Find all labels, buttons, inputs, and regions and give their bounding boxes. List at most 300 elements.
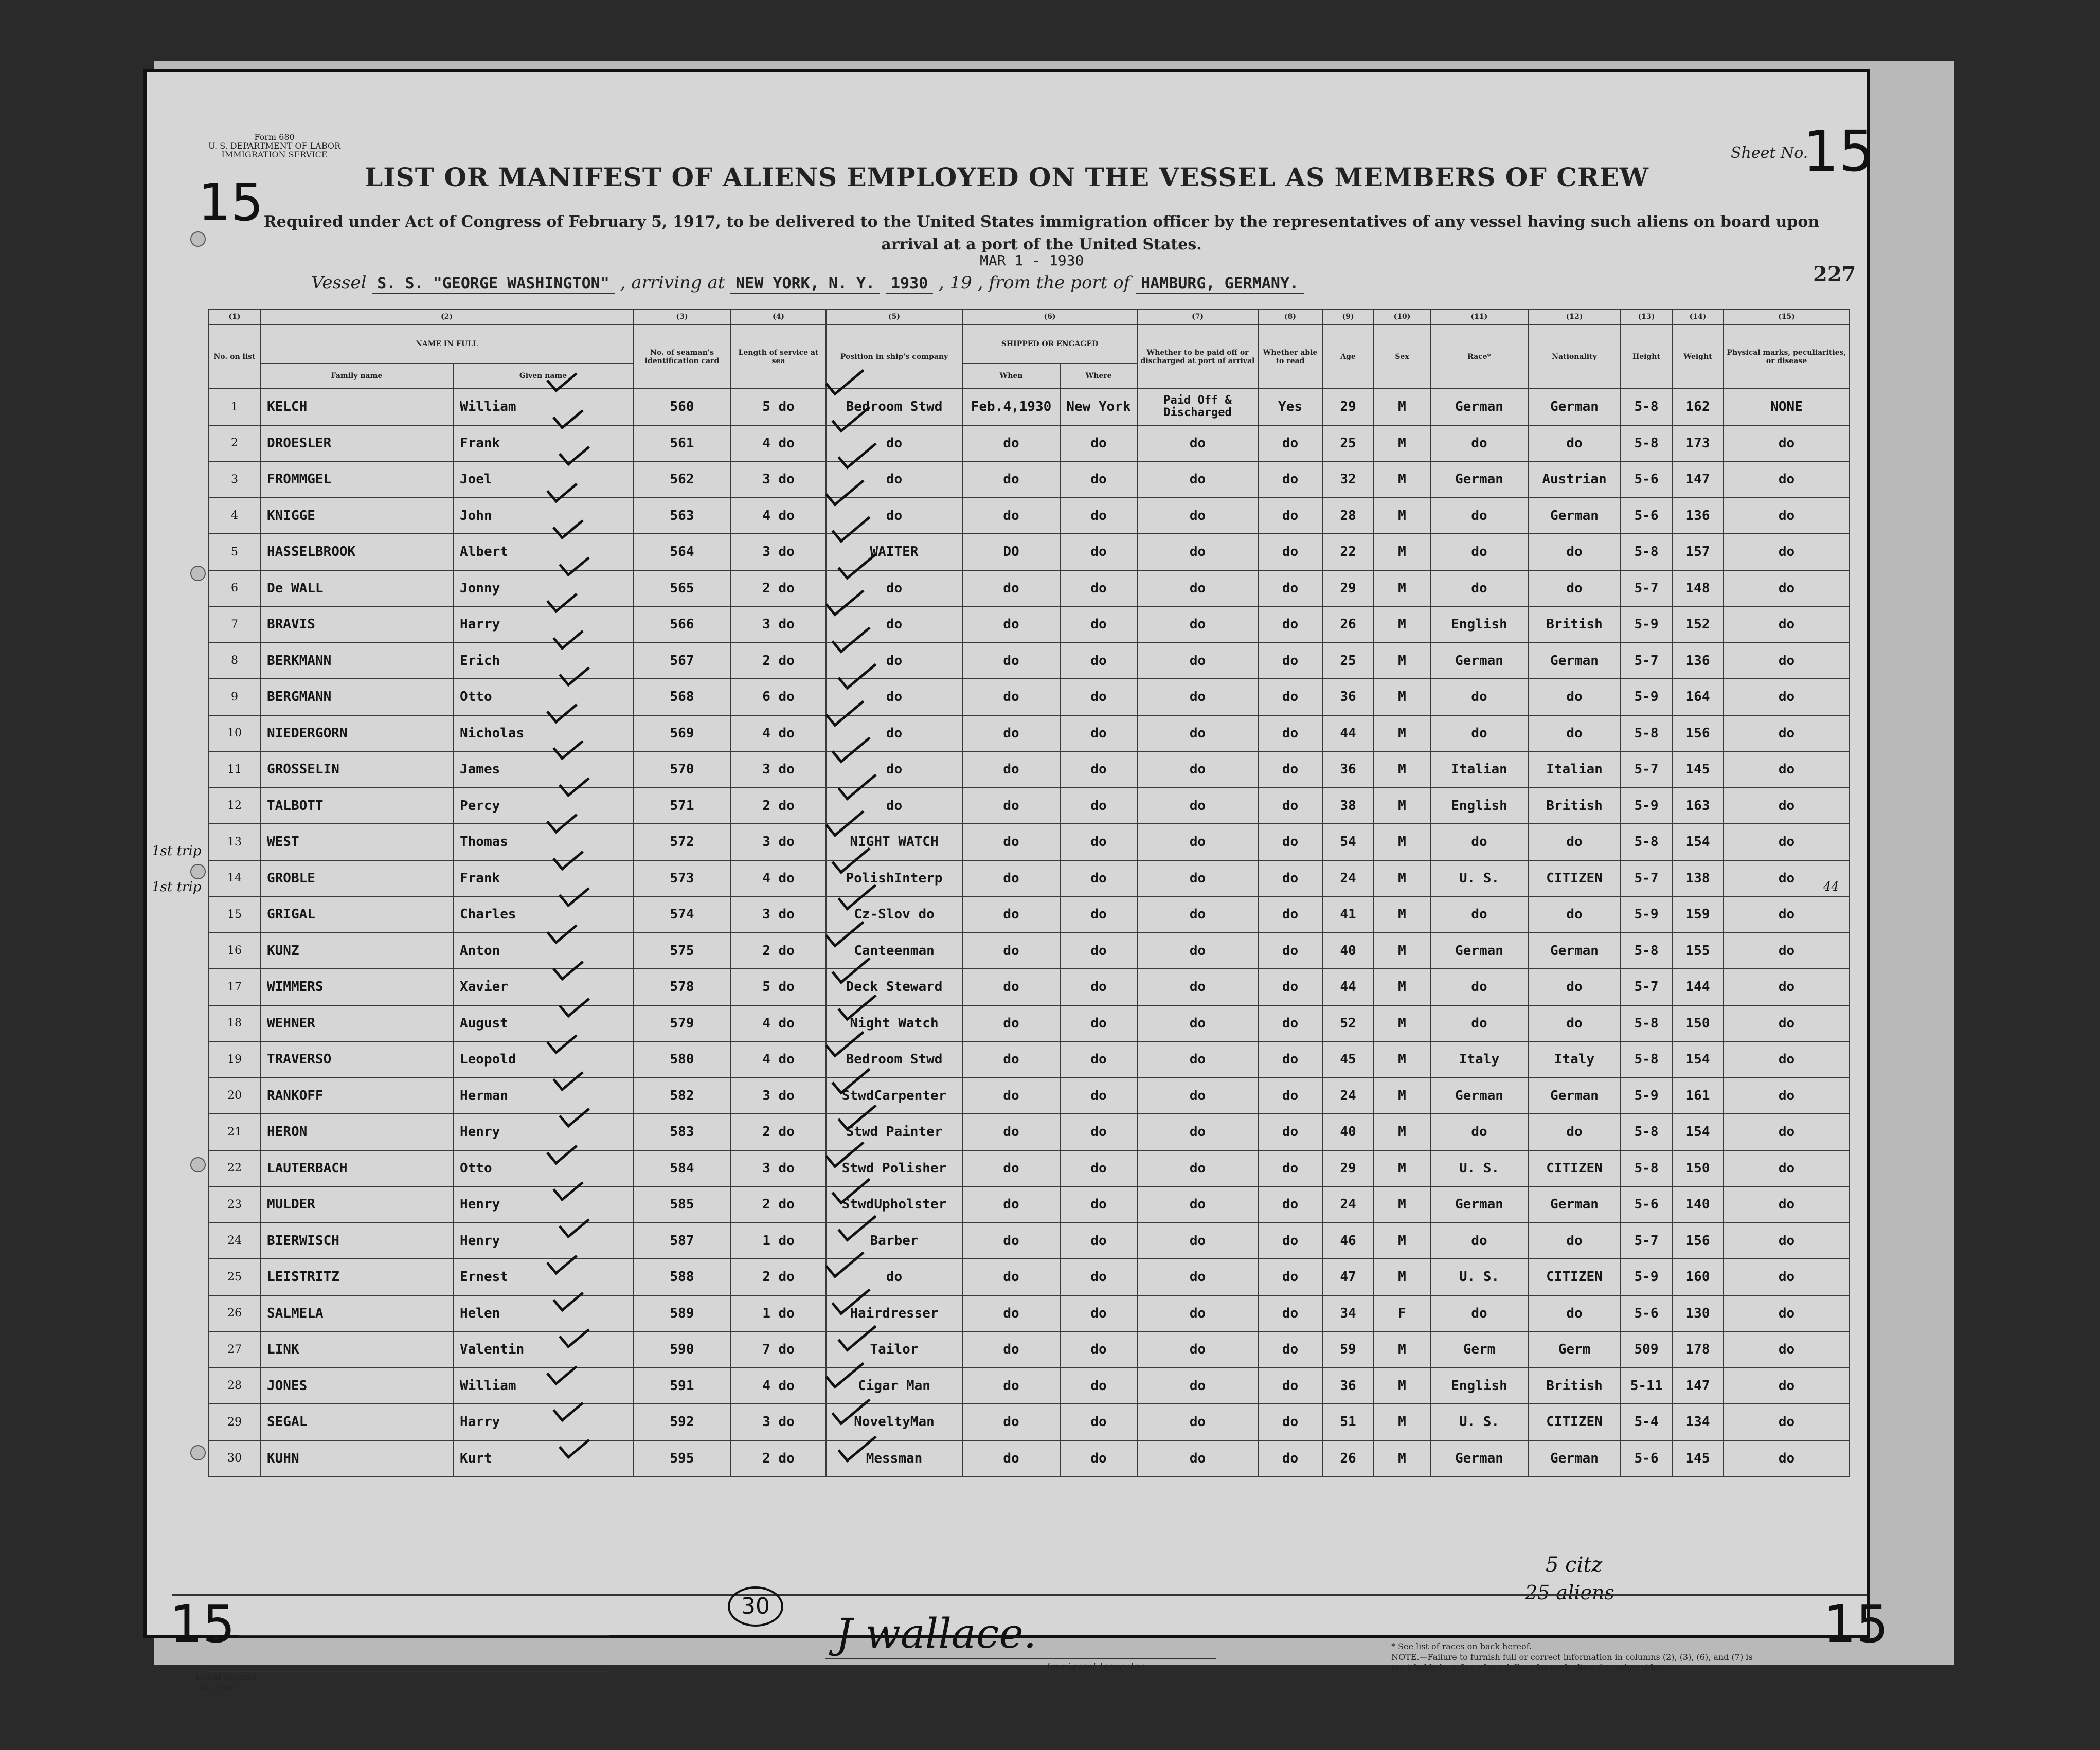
service-length: 5 do: [731, 389, 826, 425]
paid-off: do: [1137, 1041, 1258, 1078]
sex: M: [1374, 896, 1430, 933]
race: do: [1430, 425, 1528, 462]
family-name: WIMMERS: [260, 969, 453, 1005]
age: 45: [1322, 1041, 1374, 1078]
given-name: Leopold: [453, 1041, 633, 1078]
col-num: (12): [1528, 309, 1621, 324]
able-to-read: do: [1258, 1041, 1322, 1078]
given-name: John: [453, 498, 633, 534]
arriving-label: , arriving at: [620, 273, 725, 293]
race: U. S.: [1430, 1259, 1528, 1295]
physical-marks: do: [1724, 751, 1850, 788]
sex: M: [1374, 1404, 1430, 1440]
height: 5-7: [1621, 1223, 1672, 1259]
service-length: 3 do: [731, 751, 826, 788]
sex: M: [1374, 1440, 1430, 1477]
position: StwdUpholster: [826, 1186, 962, 1223]
position: Messman: [826, 1440, 962, 1477]
family-name: TRAVERSO: [260, 1041, 453, 1078]
table-row: [209, 1223, 1850, 1259]
header-weight: Weight: [1672, 324, 1724, 389]
header-paid-off: Whether to be paid off or discharged at port of arrival: [1137, 324, 1258, 389]
physical-marks: do: [1724, 498, 1850, 534]
arrival-year: 1930: [886, 275, 933, 294]
physical-marks: do: [1724, 1078, 1850, 1114]
col-num: (8): [1258, 309, 1322, 324]
trip-note: 1st trip: [152, 879, 202, 895]
table-row: [209, 643, 1850, 679]
race: German: [1430, 389, 1528, 425]
shipped-where: do: [1060, 788, 1137, 824]
service-length: 3 do: [731, 461, 826, 498]
table-row: [209, 1186, 1850, 1223]
physical-marks: do: [1724, 643, 1850, 679]
table-row: [209, 425, 1850, 462]
shipped-where: do: [1060, 969, 1137, 1005]
position: Deck Steward: [826, 969, 962, 1005]
family-name: WEHNER: [260, 1005, 453, 1042]
given-name: James: [453, 751, 633, 788]
position: do: [826, 425, 962, 462]
form-number: Form 680: [254, 132, 295, 142]
family-name: WEST: [260, 824, 453, 860]
position: do: [826, 788, 962, 824]
race: U. S.: [1430, 1150, 1528, 1187]
table-row: [209, 1331, 1850, 1368]
given-name: Thomas: [453, 824, 633, 860]
seaman-card-number: 595: [633, 1440, 731, 1477]
nationality: Austrian: [1528, 461, 1621, 498]
sex: M: [1374, 606, 1430, 643]
table-row: [209, 896, 1850, 933]
nationality: British: [1528, 606, 1621, 643]
height: 5-8: [1621, 824, 1672, 860]
given-name: William: [453, 389, 633, 425]
sex: M: [1374, 824, 1430, 860]
height: 5-6: [1621, 1295, 1672, 1332]
paid-off: do: [1137, 1368, 1258, 1404]
age: 34: [1322, 1295, 1374, 1332]
paid-off: do: [1137, 1150, 1258, 1187]
paid-off: do: [1137, 1186, 1258, 1223]
race: German: [1430, 1440, 1528, 1477]
physical-marks: do: [1724, 860, 1850, 897]
given-name: Henry: [453, 1186, 633, 1223]
age: 29: [1322, 570, 1374, 607]
service-length: 4 do: [731, 425, 826, 462]
shipped-when: do: [962, 1440, 1060, 1477]
alien-total: 25 aliens: [1525, 1581, 1614, 1604]
shipped-where: do: [1060, 824, 1137, 860]
able-to-read: do: [1258, 461, 1322, 498]
weight: 150: [1672, 1150, 1724, 1187]
nationality: do: [1528, 896, 1621, 933]
height: 5-8: [1621, 1041, 1672, 1078]
service-length: 1 do: [731, 1295, 826, 1332]
height: 5-9: [1621, 679, 1672, 715]
shipped-where: do: [1060, 933, 1137, 969]
nationality: German: [1528, 498, 1621, 534]
service-length: 7 do: [731, 1331, 826, 1368]
service-length: 2 do: [731, 570, 826, 607]
table-row: [209, 1259, 1850, 1295]
penalty-note: NOTE.—Failure to furnish full or correct information in columns (2), (3), (6), and (7) is punishable by a fine of ten dollars for each alien. See other side.: [1391, 1652, 1753, 1672]
given-name: Henry: [453, 1223, 633, 1259]
age: 25: [1322, 643, 1374, 679]
service-name: IMMIGRATION SERVICE: [221, 150, 328, 159]
service-length: 3 do: [731, 896, 826, 933]
service-length: 3 do: [731, 1404, 826, 1440]
able-to-read: do: [1258, 1078, 1322, 1114]
department-name: U. S. DEPARTMENT OF LABOR: [208, 141, 341, 151]
nineteen-label: , 19: [939, 273, 972, 293]
able-to-read: do: [1258, 570, 1322, 607]
row-number: 12: [209, 788, 260, 824]
seaman-card-number: 588: [633, 1259, 731, 1295]
shipped-when: do: [962, 933, 1060, 969]
seaman-card-number: 565: [633, 570, 731, 607]
age: 24: [1322, 860, 1374, 897]
weight: 154: [1672, 1114, 1724, 1150]
position: Cigar Man: [826, 1368, 962, 1404]
physical-marks: do: [1724, 1331, 1850, 1368]
age: 36: [1322, 679, 1374, 715]
nationality: do: [1528, 534, 1621, 570]
height: 5-7: [1621, 643, 1672, 679]
age: 26: [1322, 606, 1374, 643]
physical-marks: do: [1724, 1041, 1850, 1078]
table-row: [209, 606, 1850, 643]
table-row: [209, 679, 1850, 715]
header-sex: Sex: [1374, 324, 1430, 389]
sex: M: [1374, 534, 1430, 570]
shipped-when: do: [962, 751, 1060, 788]
physical-marks: do: [1724, 788, 1850, 824]
position: PolishInterp: [826, 860, 962, 897]
service-length: 6 do: [731, 679, 826, 715]
physical-marks: do: [1724, 715, 1850, 752]
table-row: [209, 461, 1850, 498]
given-name: Helen: [453, 1295, 633, 1332]
race: U. S.: [1430, 1404, 1528, 1440]
position: do: [826, 643, 962, 679]
height: 5-7: [1621, 969, 1672, 1005]
weight: 154: [1672, 824, 1724, 860]
seaman-card-number: 562: [633, 461, 731, 498]
race: U. S.: [1430, 860, 1528, 897]
service-length: 2 do: [731, 788, 826, 824]
age: 22: [1322, 534, 1374, 570]
paid-off: do: [1137, 715, 1258, 752]
shipped-where: do: [1060, 1404, 1137, 1440]
height: 5-7: [1621, 570, 1672, 607]
row-number: 24: [209, 1223, 260, 1259]
weight: 173: [1672, 425, 1724, 462]
service-length: 3 do: [731, 1150, 826, 1187]
weight: 152: [1672, 606, 1724, 643]
given-name: Nicholas: [453, 715, 633, 752]
row-number: 14: [209, 860, 260, 897]
race: do: [1430, 1223, 1528, 1259]
header-nationality: Nationality: [1528, 324, 1621, 389]
height: 5-9: [1621, 896, 1672, 933]
row-number: 28: [209, 1368, 260, 1404]
table-row: [209, 1041, 1850, 1078]
physical-marks: do: [1724, 1368, 1850, 1404]
family-name: KUNZ: [260, 933, 453, 969]
physical-marks: do: [1724, 1186, 1850, 1223]
weight: 147: [1672, 1368, 1724, 1404]
row-number: 19: [209, 1041, 260, 1078]
shipped-when: do: [962, 896, 1060, 933]
vessel-label: Vessel: [311, 273, 367, 293]
weight: 130: [1672, 1295, 1724, 1332]
able-to-read: do: [1258, 933, 1322, 969]
given-name: Valentin: [453, 1331, 633, 1368]
paid-off: do: [1137, 933, 1258, 969]
col-num: (6): [962, 309, 1137, 324]
paid-off: do: [1137, 969, 1258, 1005]
seaman-card-number: 583: [633, 1114, 731, 1150]
position: Stwd Painter: [826, 1114, 962, 1150]
row-number: 23: [209, 1186, 260, 1223]
able-to-read: do: [1258, 1259, 1322, 1295]
seaman-card-number: 561: [633, 425, 731, 462]
nationality: British: [1528, 788, 1621, 824]
family-name: LEISTRITZ: [260, 1259, 453, 1295]
seaman-card-number: 590: [633, 1331, 731, 1368]
punch-hole: [190, 864, 206, 879]
shipped-where: do: [1060, 1259, 1137, 1295]
local-agents-label: Local Agents: [195, 1671, 257, 1682]
row-number: 18: [209, 1005, 260, 1042]
sheet-number-label: Sheet No.: [1731, 144, 1808, 162]
shipped-where: do: [1060, 643, 1137, 679]
family-name: HERON: [260, 1114, 453, 1150]
header-no-on-list: No. on list: [209, 324, 260, 389]
agent-line: [208, 1671, 609, 1672]
race: do: [1430, 1295, 1528, 1332]
nationality: German: [1528, 1186, 1621, 1223]
nationality: CITIZEN: [1528, 1404, 1621, 1440]
able-to-read: do: [1258, 1223, 1322, 1259]
paid-off: do: [1137, 643, 1258, 679]
given-name: August: [453, 1005, 633, 1042]
nationality: CITIZEN: [1528, 860, 1621, 897]
service-length: 4 do: [731, 498, 826, 534]
weight: 155: [1672, 933, 1724, 969]
height: 5-9: [1621, 1259, 1672, 1295]
header-length-service: Length of service at sea: [731, 324, 826, 389]
paid-off: do: [1137, 1259, 1258, 1295]
weight: 134: [1672, 1404, 1724, 1440]
given-name: Otto: [453, 679, 633, 715]
age: 41: [1322, 896, 1374, 933]
shipped-when: do: [962, 1114, 1060, 1150]
row-number: 15: [209, 896, 260, 933]
seaman-card-number: 585: [633, 1186, 731, 1223]
table-row: [209, 570, 1850, 607]
paid-off: do: [1137, 1331, 1258, 1368]
nationality: do: [1528, 1295, 1621, 1332]
family-name: LINK: [260, 1331, 453, 1368]
age: 40: [1322, 1114, 1374, 1150]
weight: 160: [1672, 1259, 1724, 1295]
shipped-when: do: [962, 425, 1060, 462]
nationality: do: [1528, 1005, 1621, 1042]
row-number: 20: [209, 1078, 260, 1114]
sheet-number: 15: [1803, 118, 1875, 184]
seaman-card-number: 582: [633, 1078, 731, 1114]
shipped-where: do: [1060, 1223, 1137, 1259]
age: 28: [1322, 498, 1374, 534]
service-length: 2 do: [731, 933, 826, 969]
shipped-where: do: [1060, 1078, 1137, 1114]
position: do: [826, 679, 962, 715]
shipped-when: do: [962, 1368, 1060, 1404]
nationality: Italian: [1528, 751, 1621, 788]
table-row: [209, 534, 1850, 570]
height: 5-8: [1621, 389, 1672, 425]
service-length: 4 do: [731, 1005, 826, 1042]
weight: 163: [1672, 788, 1724, 824]
nationality: do: [1528, 824, 1621, 860]
paid-off: do: [1137, 1404, 1258, 1440]
family-name: LAUTERBACH: [260, 1150, 453, 1187]
sex: M: [1374, 933, 1430, 969]
paid-off: do: [1137, 461, 1258, 498]
sex: M: [1374, 1005, 1430, 1042]
weight: 138: [1672, 860, 1724, 897]
table-row: [209, 824, 1850, 860]
family-name: NIEDERGORN: [260, 715, 453, 752]
age: 38: [1322, 788, 1374, 824]
height: 5-8: [1621, 1114, 1672, 1150]
given-name: William: [453, 1368, 633, 1404]
margin-note: 44: [1823, 879, 1839, 894]
position: Stwd Polisher: [826, 1150, 962, 1187]
sex: M: [1374, 751, 1430, 788]
header-where: Where: [1060, 363, 1137, 389]
physical-marks: do: [1724, 1223, 1850, 1259]
family-name: GROSSELIN: [260, 751, 453, 788]
sex: M: [1374, 715, 1430, 752]
arriving-port: NEW YORK, N. Y.: [730, 275, 880, 294]
table-row: [209, 1295, 1850, 1332]
able-to-read: do: [1258, 679, 1322, 715]
table-row: [209, 498, 1850, 534]
shipped-where: do: [1060, 1368, 1137, 1404]
shipped-where: do: [1060, 570, 1137, 607]
row-number: 17: [209, 969, 260, 1005]
seaman-card-number: 584: [633, 1150, 731, 1187]
race: German: [1430, 461, 1528, 498]
nationality: do: [1528, 679, 1621, 715]
physical-marks: do: [1724, 425, 1850, 462]
able-to-read: do: [1258, 824, 1322, 860]
given-name: Percy: [453, 788, 633, 824]
given-name: Frank: [453, 425, 633, 462]
physical-marks: do: [1724, 969, 1850, 1005]
weight: 156: [1672, 715, 1724, 752]
height: 5-9: [1621, 788, 1672, 824]
nationality: do: [1528, 715, 1621, 752]
row-number: 1: [209, 389, 260, 425]
date-stamp: MAR 1 - 1930: [980, 252, 1084, 269]
header-race: Race*: [1430, 324, 1528, 389]
physical-marks: do: [1724, 570, 1850, 607]
shipped-when: do: [962, 1041, 1060, 1078]
position: do: [826, 606, 962, 643]
height: 5-8: [1621, 534, 1672, 570]
given-name: Xavier: [453, 969, 633, 1005]
header-height: Height: [1621, 324, 1672, 389]
position: NIGHT WATCH: [826, 824, 962, 860]
shipped-where: do: [1060, 461, 1137, 498]
weight: 157: [1672, 534, 1724, 570]
age: 46: [1322, 1223, 1374, 1259]
given-name: Ernest: [453, 1259, 633, 1295]
header-position: Position in ship's company: [826, 324, 962, 389]
shipped-when: do: [962, 1078, 1060, 1114]
from-port: HAMBURG, GERMANY.: [1136, 275, 1304, 294]
manifest-sheet: [147, 72, 1889, 1692]
seaman-card-number: 573: [633, 860, 731, 897]
paid-off: do: [1137, 1114, 1258, 1150]
shipped-when: Feb.4,1930: [962, 389, 1060, 425]
shipped-when: do: [962, 788, 1060, 824]
nationality: German: [1528, 1078, 1621, 1114]
weight: 147: [1672, 461, 1724, 498]
table-row: [209, 1440, 1850, 1477]
paid-off: do: [1137, 425, 1258, 462]
row-number: 11: [209, 751, 260, 788]
shipped-when: do: [962, 1331, 1060, 1368]
sex: M: [1374, 425, 1430, 462]
age: 25: [1322, 425, 1374, 462]
nationality: CITIZEN: [1528, 1150, 1621, 1187]
race: do: [1430, 1005, 1528, 1042]
from-port-label: , from the port of: [977, 273, 1130, 293]
shipped-where: do: [1060, 498, 1137, 534]
family-name: RANKOFF: [260, 1078, 453, 1114]
age: 44: [1322, 715, 1374, 752]
table-row: [209, 933, 1850, 969]
table-row: [209, 1005, 1850, 1042]
height: 5-9: [1621, 606, 1672, 643]
nationality: German: [1528, 1440, 1621, 1477]
able-to-read: do: [1258, 498, 1322, 534]
weight: 140: [1672, 1186, 1724, 1223]
race: do: [1430, 498, 1528, 534]
physical-marks: do: [1724, 679, 1850, 715]
position: Tailor: [826, 1331, 962, 1368]
race: Italy: [1430, 1041, 1528, 1078]
physical-marks: do: [1724, 1295, 1850, 1332]
shipped-where: do: [1060, 1150, 1137, 1187]
nationality: do: [1528, 425, 1621, 462]
crew-manifest-table: [208, 309, 1850, 1477]
physical-marks: do: [1724, 824, 1850, 860]
race: German: [1430, 643, 1528, 679]
service-length: 4 do: [731, 1041, 826, 1078]
given-name: Albert: [453, 534, 633, 570]
circled-count: 30: [728, 1586, 783, 1627]
height: 5-8: [1621, 715, 1672, 752]
family-name: SALMELA: [260, 1295, 453, 1332]
height: 5-6: [1621, 461, 1672, 498]
age: 59: [1322, 1331, 1374, 1368]
